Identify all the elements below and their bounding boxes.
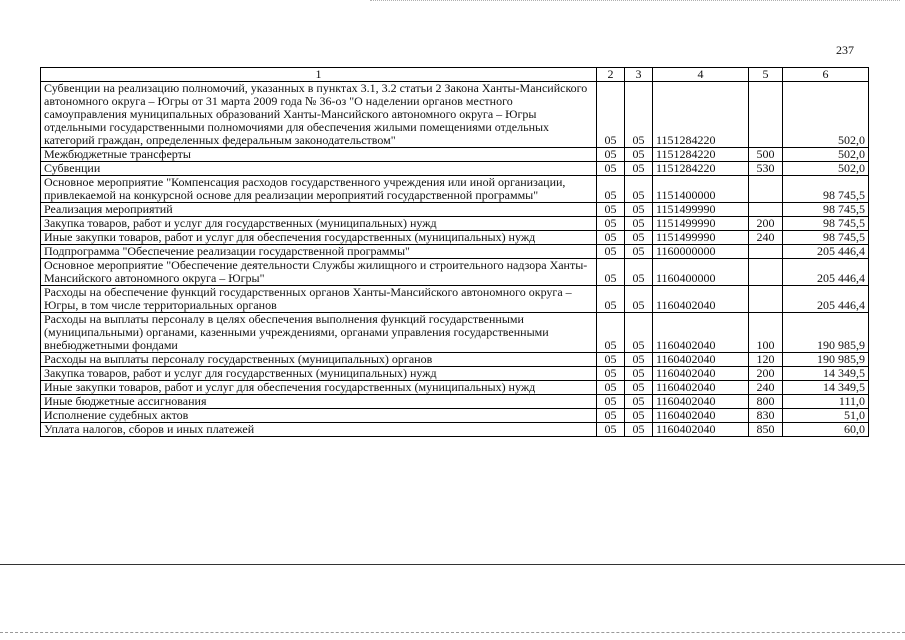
section-cell: 05 [597,313,625,353]
subsection-cell: 05 [625,148,653,162]
section-cell: 05 [597,203,625,217]
table-body [41,82,869,437]
expense-type-cell: 530 [749,162,783,176]
column-header-2: 2 [597,68,625,82]
amount-cell: 98 745,5 [783,176,869,203]
bottom-scan-line [0,632,905,634]
amount-cell: 111,0 [783,395,869,409]
expense-type-cell [749,82,783,148]
subsection-cell: 05 [625,231,653,245]
subsection-cell: 05 [625,353,653,367]
section-cell: 05 [597,82,625,148]
table-row [41,203,869,217]
section-cell: 05 [597,395,625,409]
target-article-cell: 1151499990 [653,217,749,231]
row-name-cell: Реализация мероприятий [41,203,597,217]
table-row [41,162,869,176]
budget-table [40,67,869,437]
amount-cell: 14 349,5 [783,381,869,395]
expense-type-cell: 500 [749,148,783,162]
subsection-cell: 05 [625,176,653,203]
amount-cell: 190 985,9 [783,353,869,367]
footer-line [0,564,905,566]
row-name-cell: Расходы на выплаты персоналу государственных (муниципальных) органов [41,353,597,367]
table-row [41,286,869,313]
target-article-cell: 1160402040 [653,353,749,367]
column-header-5: 5 [749,68,783,82]
expense-type-cell: 800 [749,395,783,409]
target-article-cell: 1160402040 [653,367,749,381]
target-article-cell: 1160402040 [653,423,749,437]
column-header-6: 6 [783,68,869,82]
row-name-cell: Субвенции [41,162,597,176]
header-row [41,68,869,82]
amount-cell: 51,0 [783,409,869,423]
row-name-cell: Расходы на выплаты персоналу в целях обеспечения выполнения функций государственными (муниципальными) органами, казенными учреждениями, органами управления государственными внебюджетными фондами [41,313,597,353]
target-article-cell: 1151284220 [653,82,749,148]
section-cell: 05 [597,423,625,437]
amount-cell: 98 745,5 [783,231,869,245]
amount-cell: 502,0 [783,148,869,162]
subsection-cell: 05 [625,259,653,286]
column-header-4: 4 [653,68,749,82]
table-row [41,148,869,162]
target-article-cell: 1160000000 [653,245,749,259]
section-cell: 05 [597,148,625,162]
page-number: 237 [836,43,854,57]
section-cell: 05 [597,245,625,259]
subsection-cell: 05 [625,381,653,395]
target-article-cell: 1160400000 [653,259,749,286]
section-cell: 05 [597,286,625,313]
table-row [41,176,869,203]
amount-cell: 502,0 [783,162,869,176]
table-row [41,423,869,437]
expense-type-cell: 200 [749,367,783,381]
column-header-1: 1 [41,68,597,82]
expense-type-cell: 240 [749,231,783,245]
amount-cell: 98 745,5 [783,203,869,217]
target-article-cell: 1160402040 [653,313,749,353]
row-name-cell: Межбюджетные трансферты [41,148,597,162]
row-name-cell: Закупка товаров, работ и услуг для государственных (муниципальных) нужд [41,217,597,231]
expense-type-cell: 100 [749,313,783,353]
target-article-cell: 1160402040 [653,286,749,313]
expense-type-cell [749,259,783,286]
expense-type-cell [749,203,783,217]
table-row [41,381,869,395]
amount-cell: 60,0 [783,423,869,437]
subsection-cell: 05 [625,313,653,353]
amount-cell: 98 745,5 [783,217,869,231]
table-row [41,82,869,148]
amount-cell: 502,0 [783,82,869,148]
row-name-cell: Исполнение судебных актов [41,409,597,423]
expense-type-cell: 830 [749,409,783,423]
section-cell: 05 [597,231,625,245]
expense-type-cell [749,176,783,203]
subsection-cell: 05 [625,162,653,176]
row-name-cell: Подпрограмма "Обеспечение реализации государственной программы" [41,245,597,259]
table-row [41,353,869,367]
row-name-cell: Иные бюджетные ассигнования [41,395,597,409]
amount-cell: 205 446,4 [783,259,869,286]
expense-type-cell: 240 [749,381,783,395]
row-name-cell: Расходы на обеспечение функций государственных органов Ханты-Мансийского автономного округа – Югры, в том числе территориальных органов [41,286,597,313]
table-header [41,68,869,82]
column-header-3: 3 [625,68,653,82]
section-cell: 05 [597,353,625,367]
table-row [41,409,869,423]
amount-cell: 14 349,5 [783,367,869,381]
target-article-cell: 1151400000 [653,176,749,203]
subsection-cell: 05 [625,82,653,148]
expense-type-cell [749,245,783,259]
amount-cell: 205 446,4 [783,245,869,259]
table-row [41,231,869,245]
expense-type-cell: 200 [749,217,783,231]
row-name-cell: Иные закупки товаров, работ и услуг для обеспечения государственных (муниципальных) нужд [41,381,597,395]
subsection-cell: 05 [625,409,653,423]
subsection-cell: 05 [625,423,653,437]
subsection-cell: 05 [625,203,653,217]
subsection-cell: 05 [625,367,653,381]
target-article-cell: 1160402040 [653,381,749,395]
subsection-cell: 05 [625,395,653,409]
section-cell: 05 [597,217,625,231]
subsection-cell: 05 [625,245,653,259]
expense-type-cell [749,286,783,313]
target-article-cell: 1151499990 [653,203,749,217]
target-article-cell: 1151284220 [653,162,749,176]
section-cell: 05 [597,176,625,203]
amount-cell: 190 985,9 [783,313,869,353]
table-row [41,259,869,286]
row-name-cell: Основное мероприятие "Компенсация расходов государственного учреждения или иной организации, привлекаемой на конкурсной основе для реализации мероприятий государственной программы" [41,176,597,203]
top-scan-line [370,0,900,2]
table-row [41,395,869,409]
section-cell: 05 [597,367,625,381]
target-article-cell: 1151284220 [653,148,749,162]
row-name-cell: Закупка товаров, работ и услуг для государственных (муниципальных) нужд [41,367,597,381]
subsection-cell: 05 [625,286,653,313]
subsection-cell: 05 [625,217,653,231]
amount-cell: 205 446,4 [783,286,869,313]
table-row [41,367,869,381]
table-row [41,245,869,259]
section-cell: 05 [597,162,625,176]
row-name-cell: Основное мероприятие "Обеспечение деятельности Службы жилищного и строительного надзора Ханты-Мансийского автономного округа – Югры" [41,259,597,286]
row-name-cell: Субвенции на реализацию полномочий, указанных в пунктах 3.1, 3.2 статьи 2 Закона Ханты-Мансийского автономного округа – Югры от 31 марта 2009 года № 36-оз "О наделении органов местного самоуправления муниципальных образований Ханты-Мансийского автономного округа – Югры отдельными государственными полномочиями для обеспечения жилыми помещениями отдельных категорий граждан, определенных федеральным законодательством" [41,82,597,148]
target-article-cell: 1160402040 [653,395,749,409]
section-cell: 05 [597,381,625,395]
row-name-cell: Уплата налогов, сборов и иных платежей [41,423,597,437]
target-article-cell: 1151499990 [653,231,749,245]
row-name-cell: Иные закупки товаров, работ и услуг для обеспечения государственных (муниципальных) нужд [41,231,597,245]
table-row [41,217,869,231]
section-cell: 05 [597,409,625,423]
table-row [41,313,869,353]
section-cell: 05 [597,259,625,286]
target-article-cell: 1160402040 [653,409,749,423]
expense-type-cell: 850 [749,423,783,437]
expense-type-cell: 120 [749,353,783,367]
